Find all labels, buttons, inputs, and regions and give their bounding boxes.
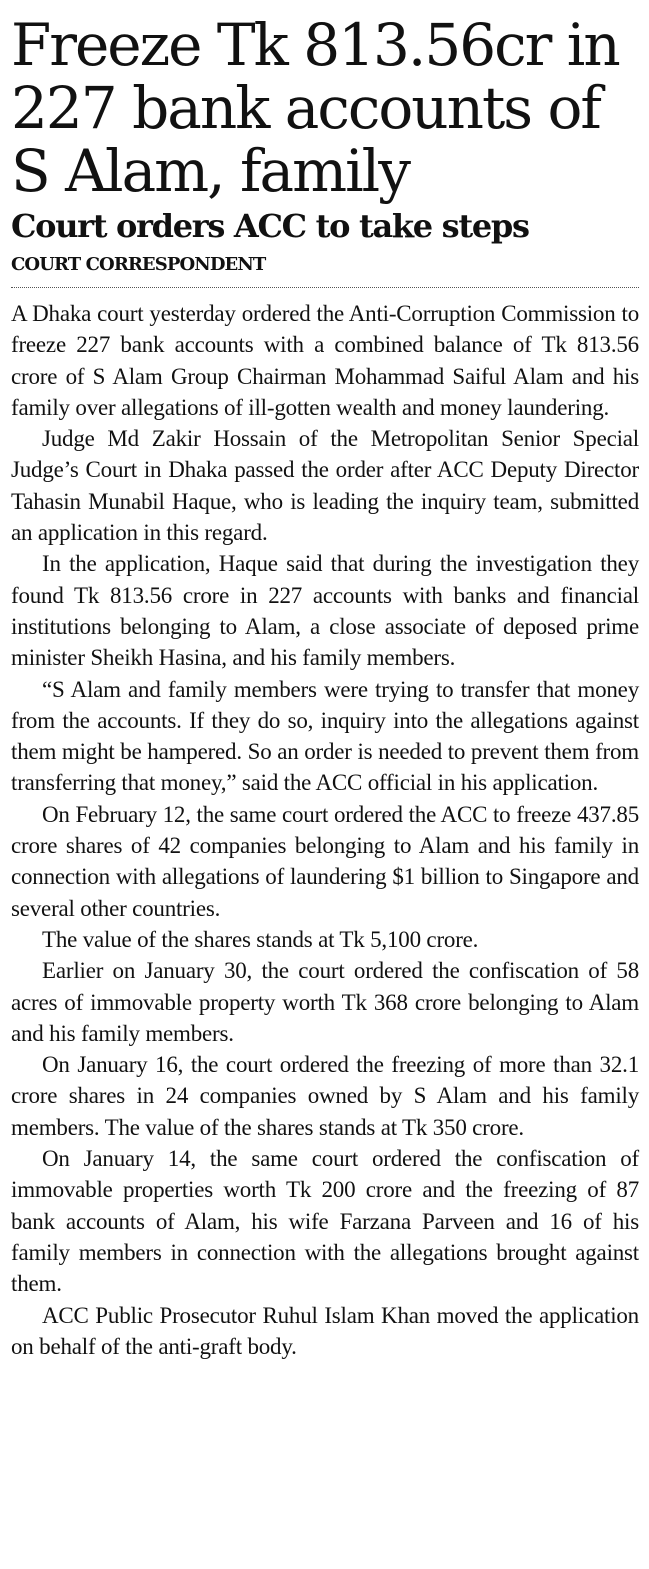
paragraph: The value of the shares stands at Tk 5,100 crore. [42, 926, 479, 952]
dotted-divider [11, 287, 639, 288]
paragraph: ACC Public Prosecutor Ruhul Islam Khan moved the application on behalf of the anti-graft body. [11, 1302, 639, 1359]
paragraph: On January 16, the court ordered the freezing of more than 32.1 crore shares in 24 companies owned by S Alam and his family members. The value of the shares stands at Tk 350 crore. [11, 1052, 639, 1140]
news-article [11, 11, 639, 1362]
article-body [11, 298, 639, 1362]
headline: Freeze Tk 813.56cr in 227 bank accounts of S Alam, family [11, 11, 619, 205]
paragraph: On January 14, the same court ordered the confiscation of immovable properties worth Tk 200 crore and the freezing of 87 bank accounts of Alam, his wife Farzana Parveen and 16 of his family members in connection with the allegations brought against them. [11, 1146, 639, 1297]
paragraph: “S Alam and family members were trying to transfer that money from the accounts. If they do so, inquiry into the allegations against them might be hampered. So an order is needed to prevent them from transferring that money,” said the ACC official in his application. [11, 676, 639, 796]
paragraph: On February 12, the same court ordered the ACC to freeze 437.85 crore shares of 42 companies belonging to Alam and his family in connection with allegations of laundering $1 billion to Singapore and several other countries. [11, 801, 639, 921]
subheadline: Court orders ACC to take steps [11, 207, 529, 245]
paragraph: A Dhaka court yesterday ordered the Anti-Corruption Commission to freeze 227 bank accounts with a combined balance of Tk 813.56 crore of S Alam Group Chairman Mohammad Saiful Alam and his family over allegations of ill-gotten wealth and money laundering. [11, 301, 639, 420]
paragraph: Judge Md Zakir Hossain of the Metropolitan Senior Special Judge’s Court in Dhaka passed the order after ACC Deputy Director Tahasin Munabil Haque, who is leading the inquiry team, submitted an application in this regard. [11, 426, 639, 546]
paragraph: Earlier on January 30, the court ordered the confiscation of 58 acres of immovable property worth Tk 368 crore belonging to Alam and his family members. [11, 958, 639, 1046]
paragraph: In the application, Haque said that during the investigation they found Tk 813.56 crore in 227 accounts with banks and financial institutions belonging to Alam, a close associate of deposed prime minister Sheikh Hasina, and his family members. [11, 551, 639, 671]
byline: COURT CORRESPONDENT [11, 254, 266, 275]
